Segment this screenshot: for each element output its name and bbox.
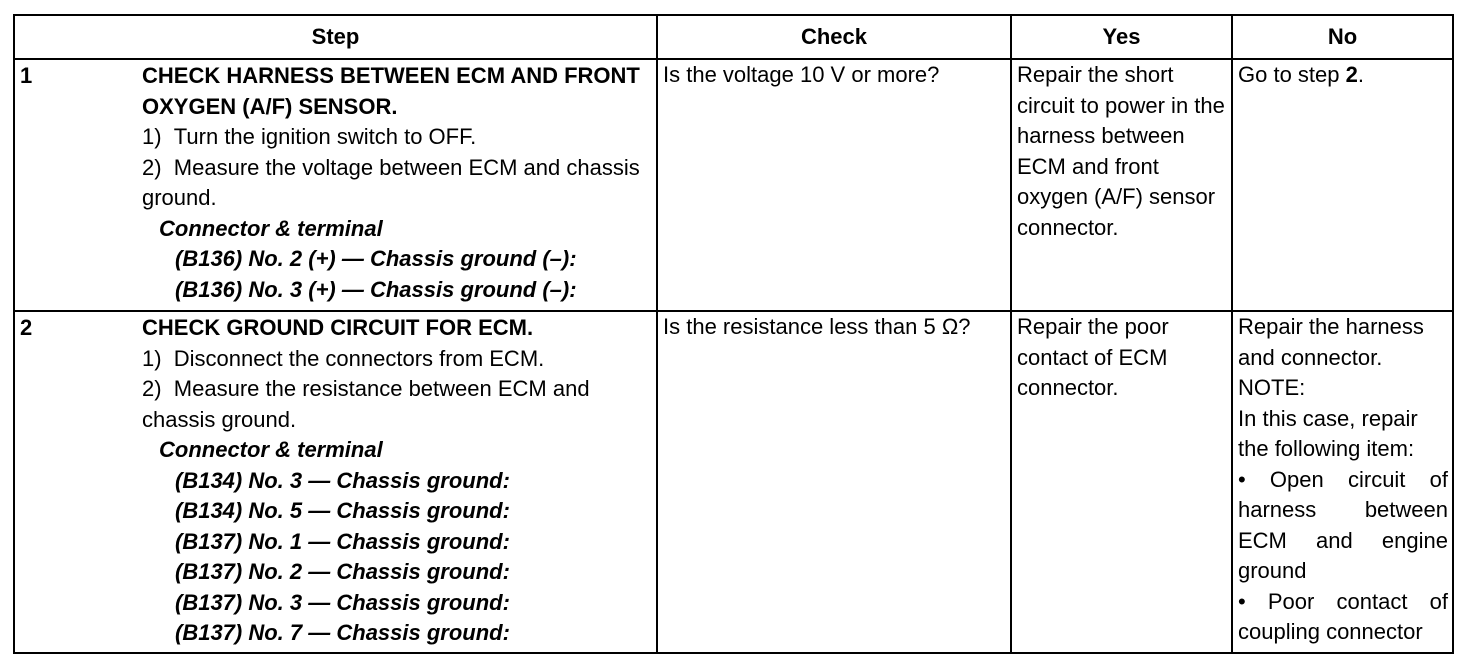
header-no: No [1232,15,1453,59]
no-cell [1232,59,1453,311]
step-number: 2 [20,315,33,340]
connector-terminal: (B134) No. 3 — Chassis ground: [175,467,510,493]
connector-terminal: (B137) No. 2 — Chassis ground: [175,559,510,584]
connector-heading: Connector & terminal [159,215,383,241]
header-step: Step [14,15,657,59]
note-item: • Poor contact of coupling connector [1238,588,1448,644]
header-yes: Yes [1011,15,1232,59]
step-body [142,312,652,649]
no-text-suffix: . [1357,62,1364,87]
table-row [14,311,1453,653]
check-cell: Is the voltage 10 V or more? [657,59,1011,311]
note-item: • Open circuit of harness between ECM and engine ground [1238,466,1448,583]
diagnostic-table [13,14,1454,654]
connector-terminal: (B136) No. 2 (+) — Chassis ground (–): [175,246,577,271]
yes-cell: Repair the short circuit to power in the harness between ECM and front oxygen (A/F) sensor connector. [1011,59,1232,311]
yes-cell: Repair the poor contact of ECM connector. [1011,311,1232,653]
step-instruction: 1) Disconnect the connectors from ECM. [142,345,545,371]
connector-heading: Connector & terminal [159,437,383,462]
connector-terminal: (B137) No. 1 — Chassis ground: [175,528,510,554]
header-row [14,15,1453,59]
step-cell [14,59,657,311]
step-title: CHECK HARNESS BETWEEN ECM AND FRONT OXYGEN (A/F) SENSOR. [142,63,640,119]
step-instruction: 2) Measure the resistance between ECM and chassis ground. [142,376,590,432]
header-check: Check [657,15,1011,59]
connector-terminal: (B137) No. 3 — Chassis ground: [175,589,510,615]
step-body [142,60,652,305]
table-row [14,59,1453,311]
note-text: In this case, repair the following item: [1238,405,1418,461]
check-cell: Is the resistance less than 5 Ω? [657,311,1011,653]
step-instruction: 1) Turn the ignition switch to OFF. [142,124,477,149]
step-title: CHECK GROUND CIRCUIT FOR ECM. [142,315,534,340]
no-cell [1232,311,1453,653]
no-step-link: 2 [1345,62,1358,87]
step-instruction: 2) Measure the voltage between ECM and chassis ground. [142,154,640,210]
no-intro: Repair the harness and connector. [1238,314,1424,370]
note-label: NOTE: [1238,375,1306,400]
no-text: Go to step [1238,62,1346,87]
step-cell [14,311,657,653]
step-number: 1 [20,63,33,88]
connector-terminal: (B134) No. 5 — Chassis ground: [175,498,510,523]
connector-terminal: (B136) No. 3 (+) — Chassis ground (–): [175,276,577,302]
connector-terminal: (B137) No. 7 — Chassis ground: [175,620,510,645]
